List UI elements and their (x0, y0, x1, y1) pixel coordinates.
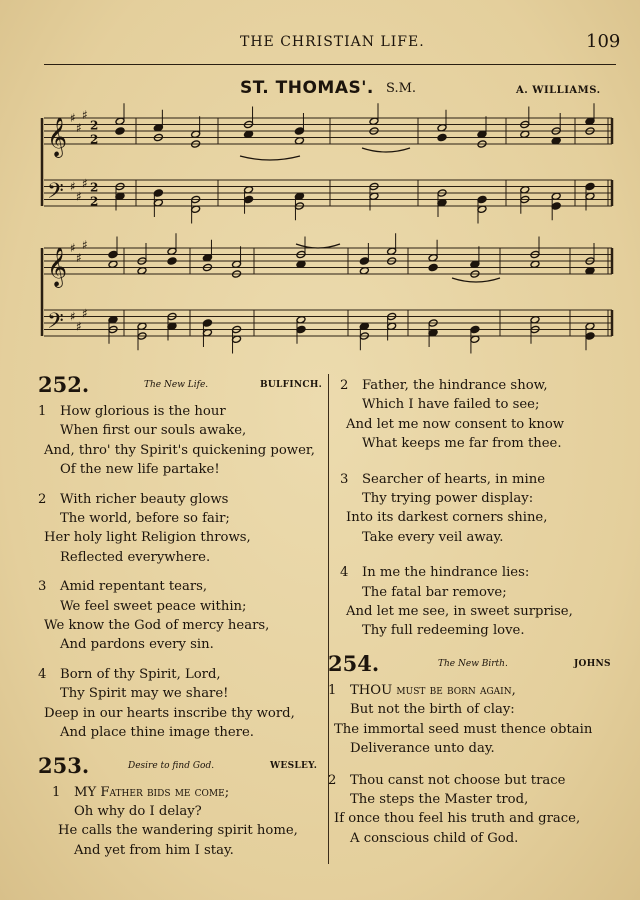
hymn-line: Take every veil away. (362, 529, 504, 545)
stanza-number: 4 (38, 666, 47, 682)
hymn-line: Amid repentant tears, (60, 579, 208, 595)
tune-title: ST. THOMAS'. (240, 78, 374, 98)
tune-composer: A. WILLIAMS. (516, 85, 601, 96)
hymn-line: Of the new life partake! (60, 462, 220, 478)
hymn-line: Searcher of hearts, in mine (362, 471, 546, 487)
stanza-number: 1 (52, 784, 61, 800)
hymn-number: 252. (38, 372, 90, 397)
hymn-253-heading (38, 753, 324, 783)
hymn-line: And pardons every sin. (60, 637, 214, 653)
svg-text:♯: ♯ (82, 306, 88, 321)
hymn-line: Thy trying power display: (362, 491, 534, 507)
hymn-line: Reflected everywhere. (60, 549, 211, 565)
hymn-line: Thou canst not choose but trace (350, 772, 566, 788)
hymn-line: And let me now consent to know (346, 416, 565, 432)
stanza (328, 771, 624, 849)
svg-text:𝄞: 𝄞 (47, 117, 68, 157)
hymn-author: WESLEY. (270, 760, 318, 771)
svg-text:2: 2 (90, 180, 99, 195)
running-head (0, 31, 640, 54)
hymn-line: We know the God of mercy hears, (44, 618, 270, 634)
svg-text:𝄞: 𝄞 (47, 247, 68, 287)
hymn-number: 253. (38, 752, 90, 778)
hymn-line: How glorious is the hour (60, 404, 226, 419)
running-title: THE CHRISTIAN LIFE. (240, 34, 425, 50)
tune-meter: S.M. (386, 81, 417, 96)
left-column (38, 372, 324, 870)
music-score (0, 100, 640, 360)
stanza (38, 577, 324, 655)
stanza (38, 783, 324, 861)
hymn-line: THOU must be born again, (350, 682, 516, 698)
stanza (340, 470, 624, 548)
hymn-subject: Desire to find God. (128, 760, 215, 771)
hymn-line: Thy Spirit may we share! (60, 686, 229, 702)
stanza-number: 3 (340, 471, 349, 487)
svg-text:2: 2 (90, 118, 99, 133)
hymn-line: And, thro' thy Spirit's quickening power, (44, 442, 315, 458)
stanza-number: 4 (340, 565, 349, 581)
hymn-line: Her holy light Religion throws, (44, 530, 251, 546)
hymn-line: With richer beauty glows (60, 491, 229, 507)
hymn-line: Thy full redeeming love. (362, 623, 525, 639)
svg-text:♯: ♯ (76, 250, 82, 265)
hymn-line: The fatal bar remove; (362, 584, 507, 600)
svg-text:♯: ♯ (70, 241, 76, 255)
hymn-254-heading (328, 651, 624, 681)
stanza (38, 490, 324, 568)
hymn-line: In me the hindrance lies: (362, 565, 530, 581)
hymn-line: We feel sweet peace within; (60, 598, 247, 614)
stanza (340, 376, 624, 454)
hymn-line: And let me see, in sweet surprise, (346, 604, 573, 620)
stanza-number: 2 (328, 772, 337, 788)
svg-text:2: 2 (90, 194, 99, 209)
hymn-author: BULFINCH. (260, 380, 323, 390)
stanza-number: 2 (38, 491, 47, 507)
stanza (38, 402, 324, 480)
stanza-number: 1 (328, 682, 337, 698)
svg-text:♯: ♯ (76, 319, 82, 334)
svg-text:♯: ♯ (70, 179, 76, 194)
svg-text:♯: ♯ (76, 120, 82, 135)
hymn-line: If once thou feel his truth and grace, (334, 811, 581, 827)
hymn-line: The immortal seed must thence obtain (334, 721, 593, 737)
hymn-line: Father, the hindrance show, (362, 378, 548, 393)
stanza (328, 681, 624, 759)
stanza-number: 2 (340, 378, 349, 393)
stanza-number: 3 (38, 579, 47, 595)
hymn-line: Oh why do I delay? (74, 803, 202, 819)
hymn-line: What keeps me far from thee. (362, 436, 562, 452)
stanza (38, 665, 324, 743)
right-column (328, 376, 624, 858)
hymn-line: The steps the Master trod, (350, 791, 529, 807)
hymn-line: But not the birth of clay: (350, 702, 515, 718)
hymn-line: Born of thy Spirit, Lord, (60, 666, 221, 682)
hymn-line: Deliverance unto day. (350, 741, 495, 757)
svg-text:♯: ♯ (70, 309, 76, 324)
hymn-line: A conscious child of God. (350, 830, 519, 846)
hymn-number: 254. (328, 650, 380, 676)
stanza (340, 563, 624, 641)
hymn-line: He calls the wandering spirit home, (58, 823, 298, 839)
svg-text:♯: ♯ (82, 176, 88, 191)
hymn-subject: The New Birth. (438, 658, 508, 669)
stanza-number: 1 (38, 404, 47, 419)
hymn-line: When first our souls awake, (60, 423, 247, 439)
svg-text:♯: ♯ (76, 189, 82, 204)
hymn-line: Into its darkest corners shine, (346, 510, 548, 526)
hymn-252-heading (38, 372, 324, 402)
hymn-line: And place thine image there. (60, 725, 254, 741)
svg-text:𝄢: 𝄢 (47, 179, 64, 210)
hymn-line: And yet from him I stay. (74, 842, 234, 858)
hymn-line: Which I have failed to see; (362, 397, 540, 413)
hymn-line: Deep in our hearts inscribe thy word, (44, 705, 295, 721)
hymn-line: The world, before so fair; (60, 511, 230, 527)
svg-text:𝄢: 𝄢 (47, 309, 64, 340)
svg-text:2: 2 (90, 132, 99, 147)
page-number: 109 (586, 31, 621, 52)
hymn-subject: The New Life. (144, 380, 209, 390)
svg-text:♯: ♯ (82, 107, 88, 122)
svg-text:♯: ♯ (70, 111, 76, 125)
hymn-author: JOHNS (574, 658, 611, 669)
svg-text:♯: ♯ (82, 237, 88, 252)
header-rule (44, 64, 616, 65)
hymn-line: MY Father bids me come; (74, 784, 230, 800)
